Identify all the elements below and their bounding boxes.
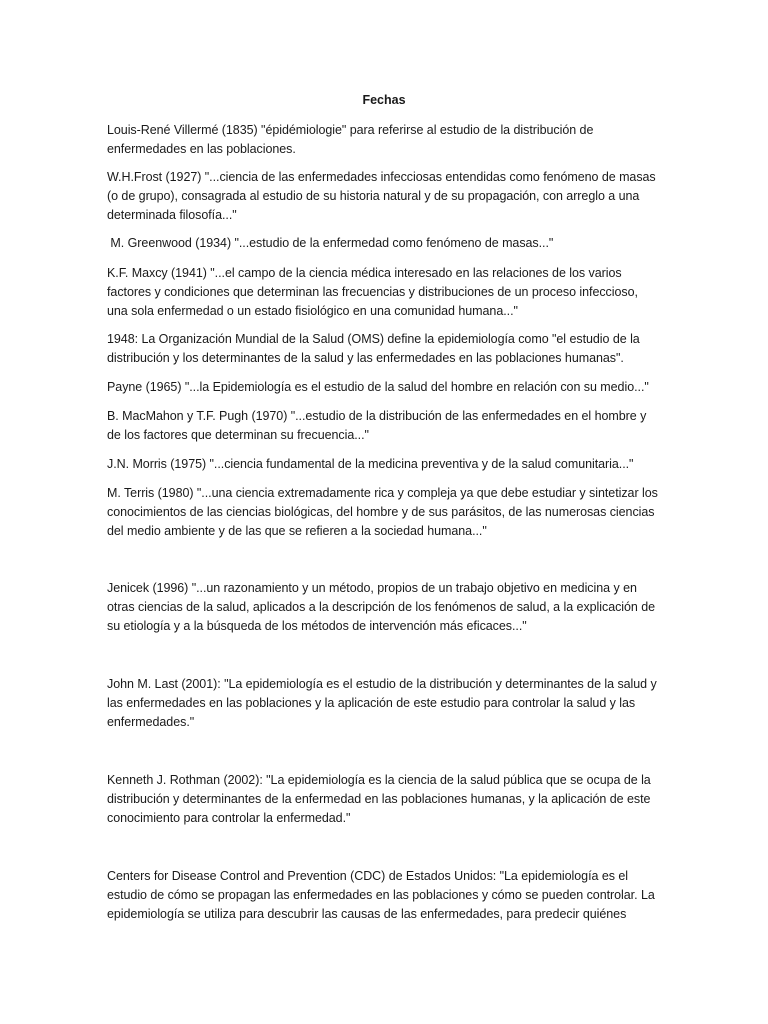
paragraph-jenicek: Jenicek (1996) "...un razonamiento y un método, propios de un trabajo objetivo en medicina y en otras ciencias de la salud, aplicados a la descripción de los fenómenos de salud, a la explicación de su etiología y a la búsqueda de los métodos de intervención más eficaces...": [107, 581, 656, 633]
paragraph-terris: M. Terris (1980) "...una ciencia extremadamente rica y compleja ya que debe estudiar y sintetizar los conocimientos de las ciencias biológicas, del hombre y de sus parásitos, de las numerosas ciencias del medio ambiente y de las que se refieren a la sociedad humana...": [107, 486, 658, 538]
paragraph-oms: 1948: La Organización Mundial de la Salud (OMS) define la epidemiología como "el estudio de la distribución y los determinantes de la salud y las enfermedades en las poblaciones humanas".: [107, 332, 640, 365]
document-title: Fechas: [362, 93, 406, 107]
paragraph-villerme: Louis-René Villermé (1835) "épidémiologie" para referirse al estudio de la distribución de enfermedades en las poblaciones.: [107, 123, 594, 156]
paragraph-last: John M. Last (2001): "La epidemiología es el estudio de la distribución y determinantes de la salud y las enfermedades en las poblaciones y la aplicación de este estudio para controlar la salud y las enfermedades.": [107, 677, 657, 729]
paragraph-maxcy: K.F. Maxcy (1941) "...el campo de la ciencia médica interesado en las relaciones de los varios factores y condiciones que determinan las frecuencias y distribuciones de un proceso infeccioso, una sola enfermedad o un estado fisiológico en una comunidad humana...": [107, 266, 638, 318]
paragraph-morris: J.N. Morris (1975) "...ciencia fundamental de la medicina preventiva y de la salud comunitaria...": [107, 457, 634, 471]
paragraph-cdc: Centers for Disease Control and Prevention (CDC) de Estados Unidos: "La epidemiología es el estudio de cómo se propagan las enfermedades en las poblaciones y cómo se pueden controlar. La epidemiología se utiliza para descubrir las causas de las enfermedades, para predecir quiénes: [107, 869, 655, 921]
paragraph-frost: W.H.Frost (1927) "...ciencia de las enfermedades infecciosas entendidas como fenómeno de masas (o de grupo), consagrada al estudio de su historia natural y de su propagación, con arreglo a una determinada filosofía...": [107, 170, 656, 222]
paragraph-greenwood: M. Greenwood (1934) "...estudio de la enfermedad como fenómeno de masas...": [107, 236, 554, 250]
paragraph-payne: Payne (1965) "...la Epidemiología es el estudio de la salud del hombre en relación con su medio...": [107, 380, 649, 394]
paragraph-rothman: Kenneth J. Rothman (2002): "La epidemiología es la ciencia de la salud pública que se ocupa de la distribución y determinantes de la enfermedad en las poblaciones humanas, y la aplicación de este conocimiento para controlar la enfermedad.": [107, 773, 651, 825]
paragraph-macmahon-pugh: B. MacMahon y T.F. Pugh (1970) "...estudio de la distribución de las enfermedades en el hombre y de los factores que determinan su frecuencia...": [107, 409, 647, 442]
